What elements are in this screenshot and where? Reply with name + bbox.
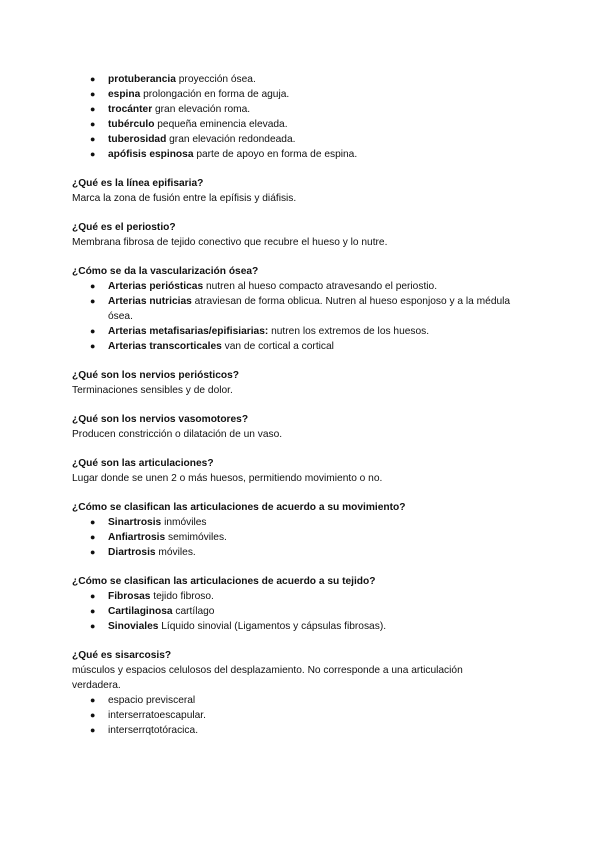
term: Arterias periósticas <box>108 281 204 292</box>
term: Sinoviales <box>108 621 159 632</box>
sisarcosis-list <box>72 693 512 738</box>
bullet-icon: ● <box>90 695 96 705</box>
term: tuberosidad <box>108 134 167 145</box>
answer-text: Marca la zona de fusión entre la epífisis y diáfisis. <box>72 193 297 204</box>
arteries-list <box>72 279 512 354</box>
description: nutren al hueso compacto atravesando el periostio. <box>203 281 438 292</box>
list-item <box>72 589 512 604</box>
question-heading: ¿Qué son los nervios vasomotores? <box>72 414 249 425</box>
list-item <box>72 279 512 294</box>
description: interserratoescapular. <box>108 710 206 721</box>
bullet-icon: ● <box>90 710 96 720</box>
description: Líquido sinovial (Ligamentos y cápsulas fibrosas). <box>158 621 387 632</box>
list-item <box>72 87 512 102</box>
bullet-icon: ● <box>90 296 96 306</box>
list-item <box>72 723 512 738</box>
list-item <box>72 619 512 634</box>
term: Fibrosas <box>108 591 151 602</box>
list-item <box>72 693 512 708</box>
description: móviles. <box>155 547 196 558</box>
list-item <box>72 339 512 354</box>
term: Arterias nutricias <box>108 296 192 307</box>
bone-features-list <box>72 72 512 162</box>
description: pequeña eminencia elevada. <box>154 119 288 130</box>
bullet-icon: ● <box>90 281 96 291</box>
periosteum-section <box>72 220 512 250</box>
question-heading: ¿Cómo se da la vascularización ósea? <box>72 266 259 277</box>
list-item <box>72 102 512 117</box>
bone-features-section <box>72 72 512 162</box>
bullet-icon: ● <box>90 591 96 601</box>
description: gran elevación redondeada. <box>166 134 296 145</box>
description: inmóviles <box>161 517 207 528</box>
list-item <box>72 294 512 324</box>
bullet-icon: ● <box>90 104 96 114</box>
joints-by-movement-section <box>72 500 512 560</box>
tissue-list <box>72 589 512 634</box>
question-heading: ¿Cómo se clasifican las articulaciones de acuerdo a su movimiento? <box>72 502 406 513</box>
question-heading: ¿Qué es la línea epifisaria? <box>72 178 204 189</box>
document-content <box>72 72 512 752</box>
bullet-icon: ● <box>90 725 96 735</box>
list-item <box>72 132 512 147</box>
question-heading: ¿Cómo se clasifican las articulaciones de acuerdo a su tejido? <box>72 576 376 587</box>
term: Arterias metafisarias/epifisiarias: <box>108 326 269 337</box>
answer-text: Terminaciones sensibles y de dolor. <box>72 385 233 396</box>
vasomotor-nerves-section <box>72 412 512 442</box>
list-item <box>72 530 512 545</box>
term: trocánter <box>108 104 153 115</box>
question-heading: ¿Qué son los nervios periósticos? <box>72 370 239 381</box>
epiphyseal-line-section <box>72 176 512 206</box>
answer-text: Lugar donde se unen 2 o más huesos, permitiendo movimiento o no. <box>72 473 383 484</box>
vascularization-section <box>72 264 512 354</box>
description: van de cortical a cortical <box>221 341 334 352</box>
description: espacio previsceral <box>108 695 196 706</box>
list-item <box>72 324 512 339</box>
list-item <box>72 708 512 723</box>
description: atraviesan de forma oblicua. Nutren al hueso esponjoso y a la médula ósea. <box>108 296 511 322</box>
term: Sinartrosis <box>108 517 162 528</box>
joints-by-tissue-section <box>72 574 512 634</box>
bullet-icon: ● <box>90 621 96 631</box>
description: semimóviles. <box>165 532 227 543</box>
bullet-icon: ● <box>90 89 96 99</box>
description: nutren los extremos de los huesos. <box>268 326 430 337</box>
term: Diartrosis <box>108 547 156 558</box>
question-heading: ¿Qué es sisarcosis? <box>72 650 172 661</box>
joints-section <box>72 456 512 486</box>
bullet-icon: ● <box>90 532 96 542</box>
description: tejido fibroso. <box>150 591 214 602</box>
description: parte de apoyo en forma de espina. <box>193 149 358 160</box>
term: tubérculo <box>108 119 155 130</box>
term: Anfiartrosis <box>108 532 166 543</box>
term: apófisis espinosa <box>108 149 194 160</box>
term: Cartilaginosa <box>108 606 173 617</box>
bullet-icon: ● <box>90 149 96 159</box>
bullet-icon: ● <box>90 341 96 351</box>
bullet-icon: ● <box>90 606 96 616</box>
description: proyección ósea. <box>175 74 256 85</box>
answer-text: Membrana fibrosa de tejido conectivo que recubre el hueso y lo nutre. <box>72 237 388 248</box>
description: prolongación en forma de aguja. <box>140 89 290 100</box>
bullet-icon: ● <box>90 134 96 144</box>
list-item <box>72 604 512 619</box>
bullet-icon: ● <box>90 74 96 84</box>
description: interserrqtotóracica. <box>108 725 199 736</box>
movement-list <box>72 515 512 560</box>
bullet-icon: ● <box>90 517 96 527</box>
description: gran elevación roma. <box>152 104 251 115</box>
term: protuberancia <box>108 74 176 85</box>
list-item <box>72 117 512 132</box>
answer-text: músculos y espacios celulosos del desplazamiento. No corresponde a una articulación verdadera. <box>72 665 463 691</box>
description: cartílago <box>172 606 215 617</box>
list-item <box>72 147 512 162</box>
bullet-icon: ● <box>90 119 96 129</box>
question-heading: ¿Qué son las articulaciones? <box>72 458 214 469</box>
list-item <box>72 545 512 560</box>
question-heading: ¿Qué es el periostio? <box>72 222 176 233</box>
term: Arterias transcorticales <box>108 341 222 352</box>
term: espina <box>108 89 141 100</box>
bullet-icon: ● <box>90 547 96 557</box>
sisarcosis-section <box>72 648 512 738</box>
list-item <box>72 515 512 530</box>
bullet-icon: ● <box>90 326 96 336</box>
answer-text: Producen constricción o dilatación de un vaso. <box>72 429 283 440</box>
list-item <box>72 72 512 87</box>
periosteal-nerves-section <box>72 368 512 398</box>
